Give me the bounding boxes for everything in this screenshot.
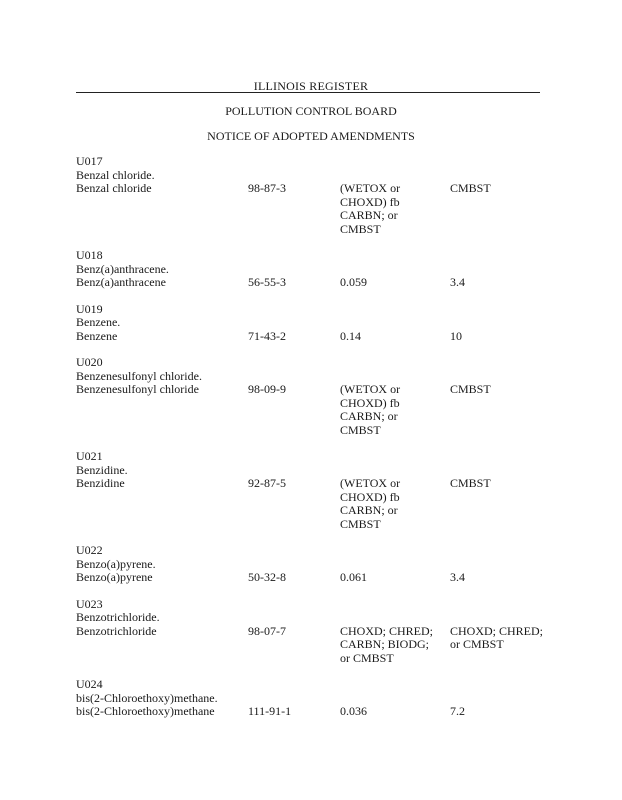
waste-heading: Benzene. <box>76 315 121 329</box>
wastewater-standard-line: CMBST <box>340 516 381 531</box>
nonwastewater-standard <box>450 276 556 290</box>
waste-code-entry <box>76 544 556 585</box>
cas-number: 50-32-8 <box>248 570 286 584</box>
constituent-row <box>76 625 556 666</box>
waste-heading: Benzidine. <box>76 462 128 477</box>
cas-number: 71-43-2 <box>248 328 286 343</box>
constituent-row <box>76 330 556 344</box>
waste-code: U017 <box>76 154 103 168</box>
header-rule <box>76 92 540 93</box>
cas-number: 56-55-3 <box>248 275 286 289</box>
waste-code-entry <box>76 678 556 719</box>
waste-code-entry <box>76 249 556 290</box>
cas-number: 98-87-3 <box>248 181 286 195</box>
wastewater-standard-line: (WETOX or <box>340 476 401 490</box>
cas-number: 98-07-7 <box>248 623 286 638</box>
waste-code-list <box>76 155 556 732</box>
wastewater-standard-line: CARBN; BIODG; <box>340 637 430 651</box>
wastewater-standard-line: CHOXD) fb <box>340 395 400 410</box>
wastewater-standard-line: (WETOX or <box>340 181 401 195</box>
notice-title: NOTICE OF ADOPTED AMENDMENTS <box>207 129 415 143</box>
wastewater-standard <box>340 571 450 585</box>
nonwastewater-standard-line: CMBST <box>450 181 491 195</box>
cas-number: 92-87-5 <box>248 476 286 490</box>
waste-code: U020 <box>76 355 103 369</box>
nonwastewater-standard-line: 3.4 <box>450 275 465 289</box>
constituent-name: Benzal chloride <box>76 181 152 195</box>
nonwastewater-standard <box>450 383 556 437</box>
nonwastewater-standard <box>450 182 556 236</box>
waste-code: U022 <box>76 543 103 557</box>
nonwastewater-standard-line: CMBST <box>450 382 491 396</box>
waste-heading: Benzo(a)pyrene. <box>76 556 156 571</box>
waste-code: U024 <box>76 677 103 691</box>
nonwastewater-standard-line: 3.4 <box>450 570 465 584</box>
wastewater-standard-line: CMBST <box>340 422 381 437</box>
constituent-row <box>76 383 556 437</box>
nonwastewater-standard-line: 7.2 <box>450 704 465 718</box>
wastewater-standard <box>340 330 450 344</box>
waste-code-entry <box>76 598 556 666</box>
waste-code-entry <box>76 155 556 236</box>
wastewater-standard-line: 0.061 <box>340 570 367 584</box>
wastewater-standard <box>340 477 450 531</box>
waste-code: U023 <box>76 596 103 611</box>
constituent-row <box>76 477 556 531</box>
wastewater-standard-line: 0.14 <box>340 328 361 343</box>
constituent-name: Benz(a)anthracene <box>76 275 166 289</box>
nonwastewater-standard-line: or CMBST <box>450 637 504 651</box>
waste-code-entry <box>76 303 556 344</box>
wastewater-standard-line: CARBN; or <box>340 208 398 222</box>
waste-heading: Benzal chloride. <box>76 167 155 182</box>
wastewater-standard-line: (WETOX or <box>340 382 401 396</box>
wastewater-standard <box>340 182 450 236</box>
cas-number: 111-91-1 <box>248 704 292 718</box>
wastewater-standard-line: CARBN; or <box>340 503 398 517</box>
waste-code: U019 <box>76 301 103 316</box>
nonwastewater-standard <box>450 330 556 344</box>
wastewater-standard-line: CHOXD; CHRED; <box>340 623 434 638</box>
wastewater-standard-line: CMBST <box>340 221 381 236</box>
waste-code: U021 <box>76 449 103 463</box>
nonwastewater-standard-line: 10 <box>450 328 462 343</box>
waste-heading: bis(2-Chloroethoxy)methane. <box>76 690 218 705</box>
waste-heading: Benzenesulfonyl chloride. <box>76 368 202 383</box>
board-title: POLLUTION CONTROL BOARD <box>225 104 397 118</box>
constituent-name: bis(2-Chloroethoxy)methane <box>76 704 215 718</box>
wastewater-standard-line: CHOXD) fb <box>340 489 400 504</box>
nonwastewater-standard <box>450 477 556 531</box>
wastewater-standard <box>340 383 450 437</box>
nonwastewater-standard <box>450 625 556 666</box>
wastewater-standard-line: or CMBST <box>340 650 394 665</box>
constituent-name: Benzotrichloride <box>76 623 157 638</box>
nonwastewater-standard-line: CMBST <box>450 476 491 490</box>
constituent-name: Benzene <box>76 328 118 343</box>
nonwastewater-standard-line: CHOXD; CHRED; <box>450 623 544 638</box>
constituent-name: Benzo(a)pyrene <box>76 570 153 584</box>
waste-heading: Benzotrichloride. <box>76 610 160 624</box>
wastewater-standard-line: 0.036 <box>340 704 367 718</box>
nonwastewater-standard <box>450 705 556 719</box>
waste-code: U018 <box>76 248 103 262</box>
cas-number: 98-09-9 <box>248 382 286 396</box>
constituent-row <box>76 571 556 585</box>
constituent-row <box>76 705 556 719</box>
wastewater-standard <box>340 705 450 719</box>
waste-code-entry <box>76 450 556 531</box>
constituent-name: Benzidine <box>76 476 125 490</box>
wastewater-standard-line: 0.059 <box>340 275 367 289</box>
waste-heading: Benz(a)anthracene. <box>76 261 169 276</box>
constituent-row <box>76 276 556 290</box>
wastewater-standard <box>340 625 450 666</box>
register-title: ILLINOIS REGISTER <box>253 79 369 93</box>
constituent-name: Benzenesulfonyl chloride <box>76 382 199 396</box>
wastewater-standard-line: CHOXD) fb <box>340 194 400 209</box>
wastewater-standard <box>340 276 450 290</box>
nonwastewater-standard <box>450 571 556 585</box>
constituent-row <box>76 182 556 236</box>
wastewater-standard-line: CARBN; or <box>340 409 398 423</box>
waste-code-entry <box>76 356 556 437</box>
